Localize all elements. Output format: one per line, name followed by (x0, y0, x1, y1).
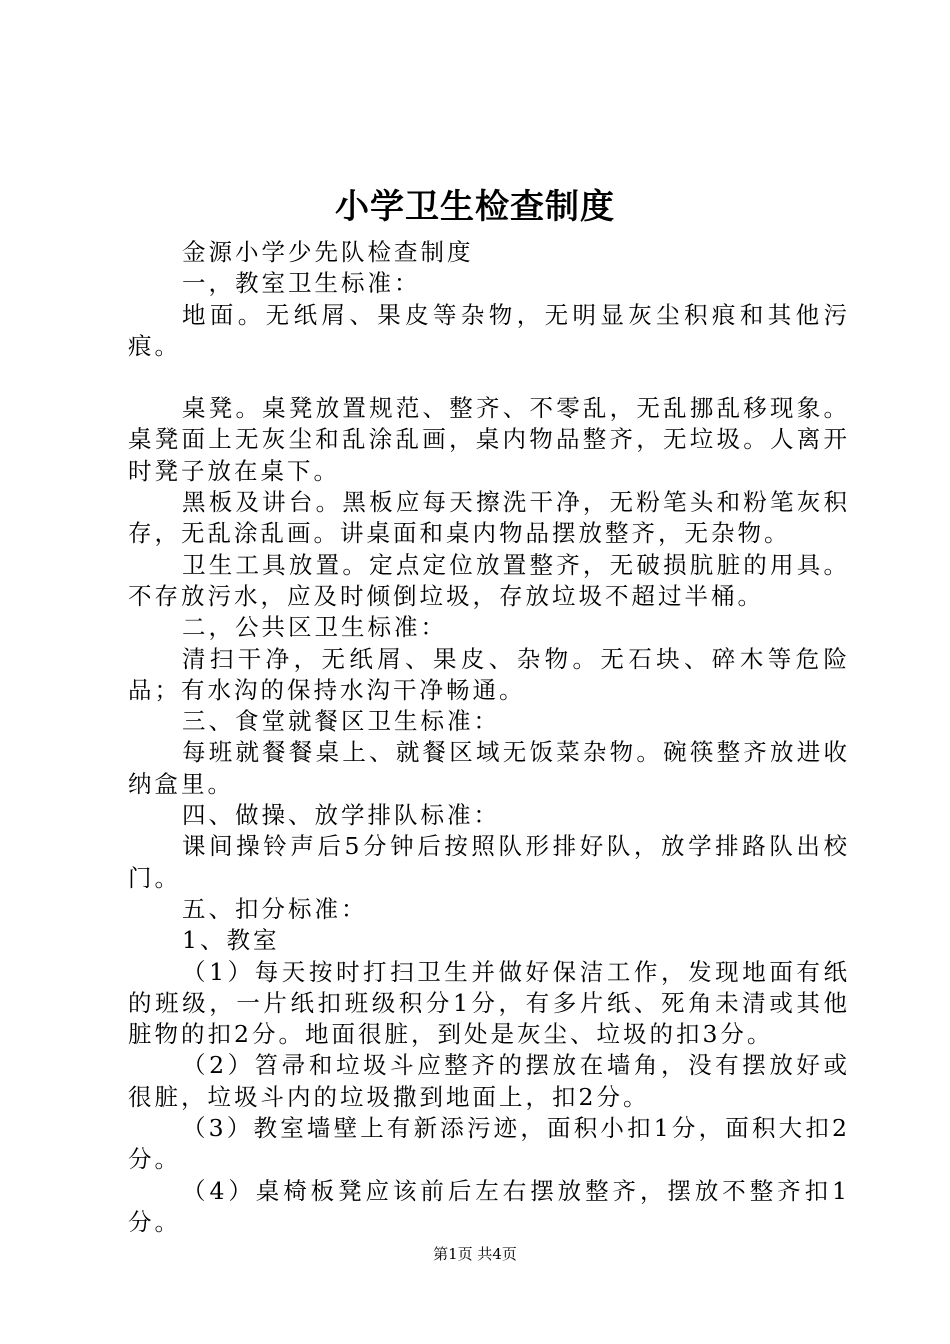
document-body (128, 237, 850, 1238)
paragraph: 课间操铃声后5分钟后按照队形排好队，放学排路队出校门。 (128, 832, 850, 892)
paragraph: 黑板及讲台。黑板应每天擦洗干净，无粉笔头和粉笔灰积存，无乱涂乱画。讲桌面和桌内物品摆放整齐，无杂物。 (128, 488, 850, 548)
list-item: （1）每天按时打扫卫生并做好保洁工作，发现地面有纸的班级，一片纸扣班级积分1分，有多片纸、死角未清或其他脏物的扣2分。地面很脏，到处是灰尘、垃圾的扣3分。 (128, 957, 850, 1049)
page-footer: 第1页 共4页 (433, 1245, 517, 1263)
document-title: 小学卫生检查制度 (335, 187, 615, 227)
paragraph: 金源小学少先队检查制度 (182, 238, 474, 266)
section-heading: 一，教室卫生标准： (182, 269, 421, 298)
paragraph: 桌凳。桌凳放置规范、整齐、不零乱，无乱挪乱移现象。桌凳面上无灰尘和乱涂乱画，桌内物品整齐，无垃圾。人离开时凳子放在桌下。 (128, 394, 850, 485)
subsection-heading: 1、教室 (182, 926, 280, 955)
section-heading: 四、做操、放学排队标准： (182, 801, 500, 830)
paragraph: 每班就餐餐桌上、就餐区域无饭菜杂物。碗筷整齐放进收纳盒里。 (128, 738, 850, 798)
list-item: （4）桌椅板凳应该前后左右摆放整齐，摆放不整齐扣1分。 (128, 1176, 850, 1236)
list-item: （3）教室墙壁上有新添污迹，面积小扣1分，面积大扣2分。 (128, 1114, 850, 1174)
paragraph: 卫生工具放置。定点定位放置整齐，无破损肮脏的用具。不存放污水，应及时倾倒垃圾，存放垃圾不超过半桶。 (128, 550, 850, 610)
section-heading: 二，公共区卫生标准： (182, 613, 447, 642)
list-item: （2）笤帚和垃圾斗应整齐的摆放在墙角，没有摆放好或很脏，垃圾斗内的垃圾撒到地面上，扣2分。 (128, 1051, 850, 1111)
section-heading: 五、扣分标准： (182, 894, 368, 923)
section-heading: 三、食堂就餐区卫生标准： (182, 707, 500, 736)
paragraph: 清扫干净，无纸屑、果皮、杂物。无石块、碎木等危险品；有水沟的保持水沟干净畅通。 (128, 644, 850, 704)
paragraph: 地面。无纸屑、果皮等杂物，无明显灰尘积痕和其他污痕。 (128, 300, 850, 360)
blank-line (128, 362, 850, 393)
